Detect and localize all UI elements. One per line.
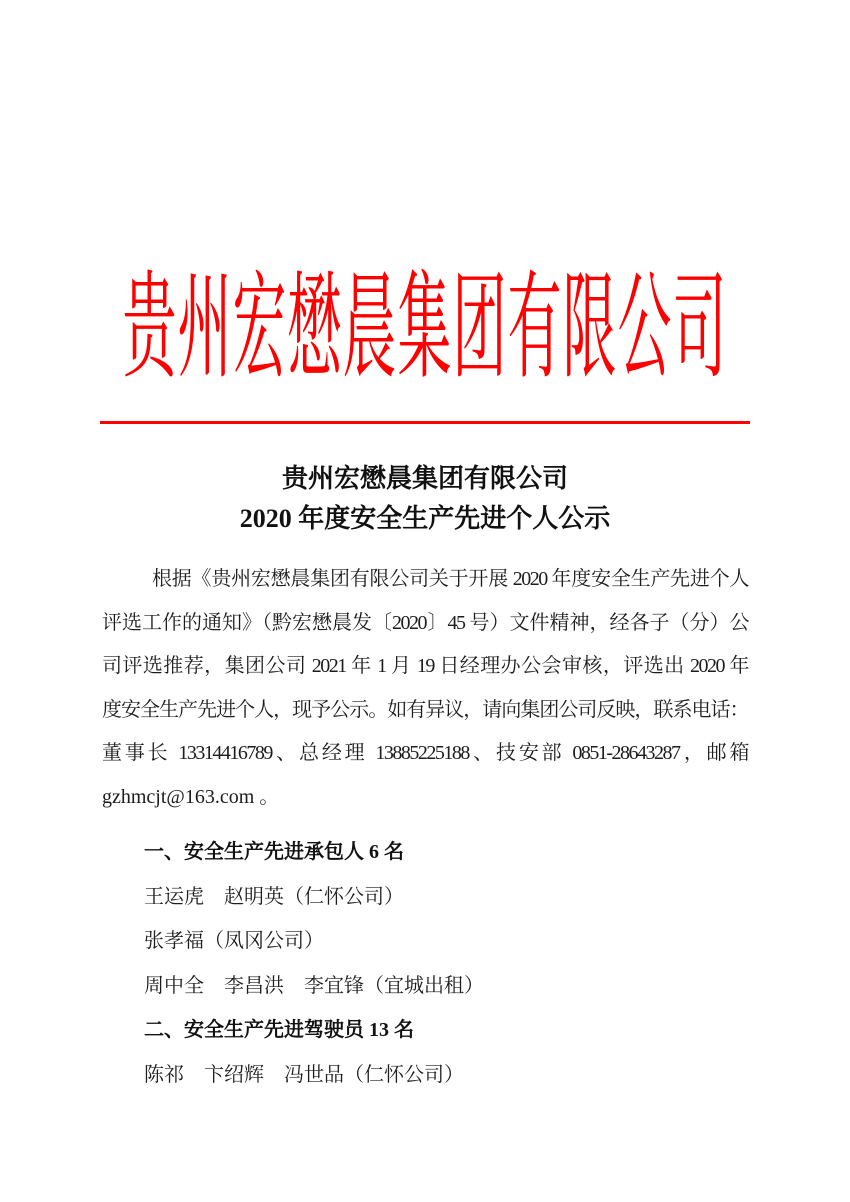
section-contractors (102, 830, 748, 1008)
company-letterhead-text: 贵州宏懋晨集团有限公司 (122, 263, 728, 393)
section-drivers (102, 1008, 748, 1097)
paragraph-line: 司评选推荐，集团公司 2021 年 1 月 19 日经理办公会审核，评选出 2020 年 (102, 655, 748, 677)
paragraph-line-email: gzhmcjt@163.com 。 (102, 785, 280, 808)
paragraph-line: 度安全生产先进个人，现予公示。如有异议，请向集团公司反映，联系电话： (102, 698, 748, 721)
company-letterhead (0, 243, 850, 393)
paragraph-line: 董事长 13314416789、总经理 13885225188、技安部 0851-28643287，邮箱 (102, 742, 748, 764)
intro-paragraph (102, 558, 748, 819)
section-heading: 二、安全生产先进驾驶员 13 名 (144, 1019, 414, 1041)
document-title-line1: 贵州宏懋晨集团有限公司 (281, 464, 568, 493)
name-line: 周中全 李昌洪 李宜锋（宜城出租） (144, 974, 484, 997)
paragraph-line: 根据《贵州宏懋晨集团有限公司关于开展 2020 年度安全生产先进个人 (152, 568, 748, 590)
red-divider-line (100, 421, 750, 424)
section-heading: 一、安全生产先进承包人 6 名 (144, 841, 404, 863)
document-title (0, 459, 850, 539)
name-line: 张孝福（凤冈公司） (144, 930, 324, 952)
document-title-line2: 2020 年度安全生产先进个人公示 (239, 504, 611, 533)
name-line: 陈祁 卞绍辉 冯世品（仁怀公司） (144, 1063, 464, 1086)
award-sections (102, 830, 748, 1097)
name-line: 王运虎 赵明英（仁怀公司） (144, 885, 404, 908)
paragraph-line: 评选工作的通知》（黔宏懋晨发〔2020〕45 号）文件精神，经各子（分）公 (102, 611, 748, 634)
